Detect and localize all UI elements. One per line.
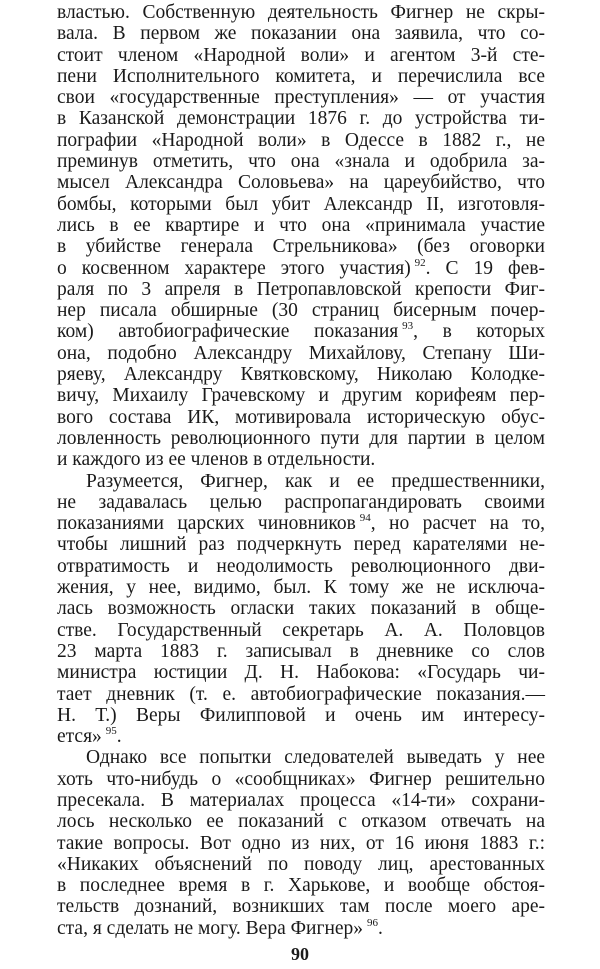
line-text: пографии «Народной воли» в Одессе в 1882 г., не [57,129,545,151]
line-text: жения, у нее, видимо, был. К тому же не исключа- [57,577,545,599]
text-line [57,449,545,470]
line-text: раля по 3 апреля в Петропавловской крепости Фиг- [57,278,545,300]
text-line [57,747,545,768]
text-line [57,385,545,406]
line-text: вичу, Михаилу Грачевскому и другим корифеям пер- [57,385,545,407]
line-text: вала. В первом же показании она заявила, что со- [57,23,545,45]
text-line [57,2,545,23]
line-text: тельств дознаний, возникших там после моего аре- [57,896,545,918]
text-line [57,833,545,854]
paragraph [57,2,545,471]
line-text: властью. Собственную деятельность Фигнер не скры- [57,2,545,23]
line-text: тает дневник (т. е. автобиографические показания.— [57,683,545,705]
text-line [57,428,545,449]
line-text: о косвенном характере этого участия) [57,257,411,279]
text-line [57,300,545,321]
line-text: не задавалась целью распропагандировать своими [57,491,545,513]
line-text: ловленность революционного пути для партии в целом [57,427,545,449]
footnote-ref: 95 [105,725,117,738]
text-line [57,45,545,66]
text-line [57,534,545,555]
line-text: «Никаких объяснений по поводу лиц, арестованных [57,853,545,875]
line-text: ряеву, Александру Квятковскому, Николаю Колодке- [57,364,545,386]
line-text: лось несколько ее показаний с отказом отвечать на [57,811,545,833]
line-text: хоть что-нибудь о «сообщниках» Фигнер решительно [57,768,545,790]
text-line [57,918,545,939]
text-line [57,556,545,577]
text-line [57,151,545,172]
line-text: ком) автобиографические показания [57,321,399,343]
line-text: свои «государственные преступления» — от участия [57,87,545,109]
text-line [57,662,545,683]
text-line [57,726,545,747]
line-text: министра юстиции Д. Н. Набокова: «Государь чи- [57,662,545,684]
text-line [57,215,545,236]
line-text-after-footnote: . [377,917,383,939]
footnote-ref: 92 [414,256,426,269]
line-text: чтобы лишний раз подчеркнуть перед карателями не- [57,534,545,556]
line-text: ется» [57,726,102,748]
text-line [57,875,545,896]
line-text: стве. Государственный секретарь А. А. Половцов [57,619,545,641]
line-text: вого состава ИК, мотивировала историческую обус- [57,406,545,428]
text-line [57,23,545,44]
footnote-ref: 96 [366,916,378,929]
line-text: пресекала. В материалах процесса «14-ти» сохрани- [57,789,545,811]
line-text: лась возможность огласки таких показаний в обще- [57,598,545,620]
line-text-after-footnote: , в которых [413,321,545,343]
page-body [57,2,545,939]
text-line [57,130,545,151]
text-line [57,769,545,790]
line-text-after-footnote: . [116,726,122,748]
text-line [57,364,545,385]
text-line [57,896,545,917]
line-text: стоит членом «Народной воли» и агентом 3-й сте- [57,44,545,66]
text-line [57,790,545,811]
line-text: нер писала обширные (30 страниц бисерным почер- [57,300,545,322]
text-line [57,854,545,875]
line-text: мысел Александра Соловьева» на цареубийство, что [57,172,545,194]
text-line [57,321,545,342]
line-text: она, подобно Александру Михайлову, Степану Ши- [57,342,545,364]
text-line [57,811,545,832]
footnote-ref: 93 [402,320,414,333]
text-line [57,343,545,364]
paragraph [57,471,545,748]
text-line [57,620,545,641]
footnote-ref: 94 [359,512,371,525]
paragraph [57,747,545,939]
line-text: ста, я сделать не могу. Вера Фигнер» [57,917,364,939]
line-text: такие вопросы. Вот одно из них, от 16 июня 1883 г.: [57,832,545,854]
line-text: Однако все попытки следователей выведать у нее [86,747,545,769]
text-line [57,598,545,619]
text-line [57,513,545,534]
text-line [57,641,545,662]
line-text: отвратимость и неодолимость революционного дви- [57,555,545,577]
line-text: показаниями царских чиновников [57,513,356,535]
line-text-after-footnote: , но расчет на то, [370,513,545,535]
line-text: Разумеется, Фигнер, как и ее предшественники, [86,470,545,492]
text-line [57,684,545,705]
line-text: и каждого из ее членов в отдельности. [57,449,376,471]
text-line [57,66,545,87]
text-line [57,407,545,428]
page-number: 90 [291,944,309,964]
text-line [57,87,545,108]
text-line [57,258,545,279]
text-line [57,577,545,598]
text-line [57,236,545,257]
text-line [57,172,545,193]
text-line [57,194,545,215]
line-text: в убийстве генерала Стрельникова» (без оговорки [57,236,545,258]
text-line [57,108,545,129]
line-text: преминув отметить, что она «знала и одобрила за- [57,151,545,173]
line-text-after-footnote: . С 19 фев- [425,257,545,279]
text-line [57,705,545,726]
text-line [57,492,545,513]
line-text: лись в ее квартире и что она «принимала участие [57,214,545,236]
text-line [57,471,545,492]
line-text: Н. Т.) Веры Филипповой и очень им интересу- [57,704,545,726]
line-text: бомбы, которыми был убит Александр II, изготовля- [57,193,545,215]
line-text: в Казанской демонстрации 1876 г. до устройства ти- [57,108,545,130]
line-text: 23 марта 1883 г. записывал в дневнике со слов [57,640,545,662]
text-line [57,279,545,300]
line-text: пени Исполнительного комитета, и перечислила все [57,65,545,87]
line-text: в последнее время в г. Харькове, и вообще обстоя- [57,875,545,897]
